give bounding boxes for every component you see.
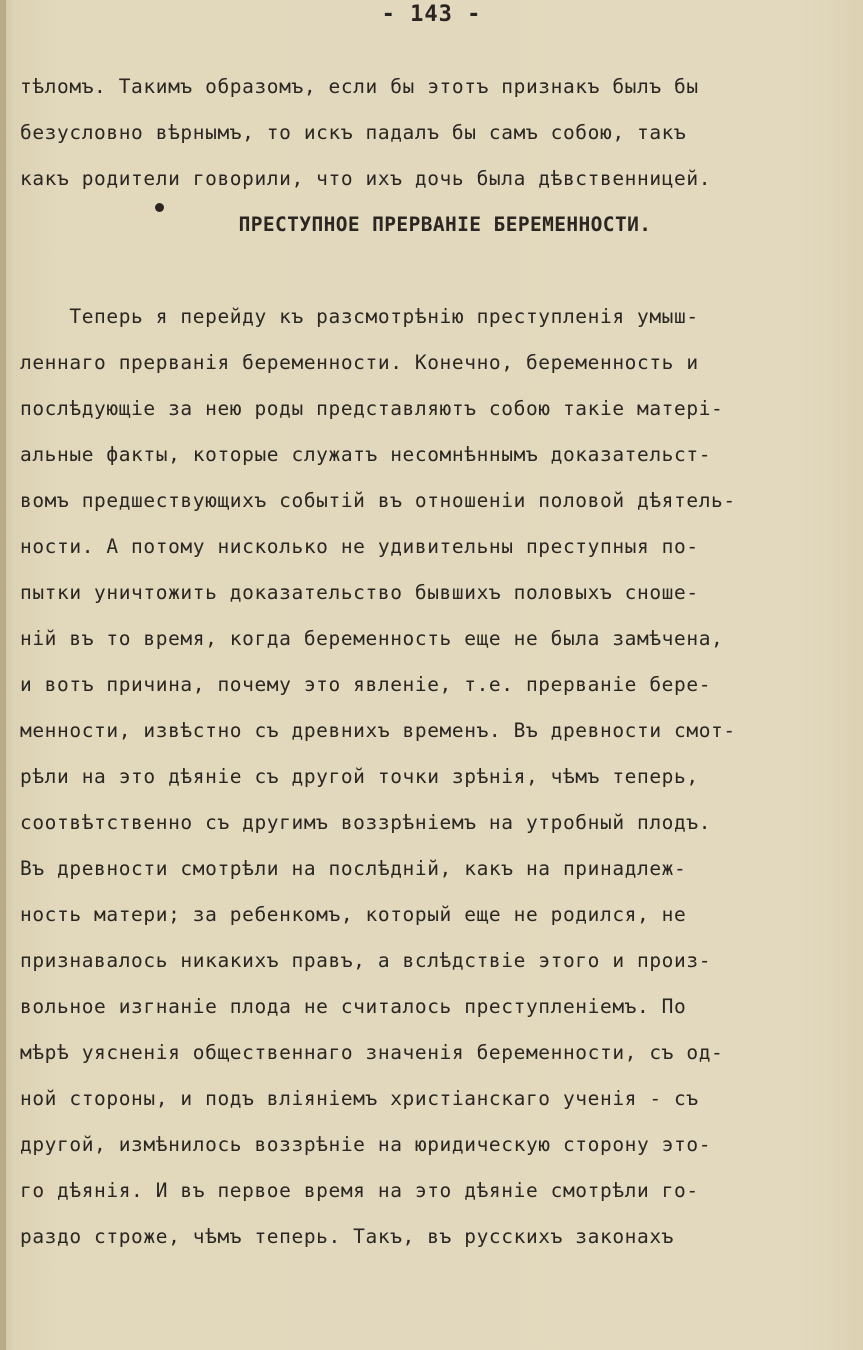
- text-line: вомъ предшествующихъ событій въ отношеніи половой дѣятель-: [20, 489, 736, 512]
- body-text: [20, 68, 850, 1264]
- text-line: ній въ то время, когда беременность еще не была замѣчена,: [20, 627, 724, 650]
- text-line: го дѣянія. И въ первое время на это дѣяніе смотрѣли го-: [20, 1179, 699, 1202]
- text-line: рѣли на это дѣяніе съ другой точки зрѣнія, чѣмъ теперь,: [20, 765, 699, 788]
- section-heading: ПРЕСТУПНОЕ ПРЕРВАНІЕ БЕРЕМЕННОСТИ.: [238, 213, 652, 236]
- text-line: ность матери; за ребенкомъ, который еще не родился, не: [20, 903, 687, 926]
- text-line: какъ родители говорили, что ихъ дочь была дѣвственницей.: [20, 167, 712, 190]
- text-line: менности, извѣстно съ древнихъ временъ. Въ древности смот-: [20, 719, 736, 742]
- text-line: ной стороны, и подъ вліяніемъ христіанскаго ученія - съ: [20, 1087, 699, 1110]
- paragraph-gap: [20, 252, 850, 298]
- text-line: соотвѣтственно съ другимъ воззрѣніемъ на утробный плодъ.: [20, 811, 712, 834]
- text-line: признавалось никакихъ правъ, а вслѣдствіе этого и произ-: [20, 949, 712, 972]
- text-line: послѣдующіе за нею роды представляютъ собою такіе матері-: [20, 397, 724, 420]
- text-line: Въ древности смотрѣли на послѣдній, какъ на принадлеж-: [20, 857, 687, 880]
- text-line: и вотъ причина, почему это явленіе, т.е. прерваніе бере-: [20, 673, 712, 696]
- text-line: ности. А потому нисколько не удивительны преступныя по-: [20, 535, 699, 558]
- text-line: раздо строже, чѣмъ теперь. Такъ, въ русскихъ законахъ: [20, 1225, 675, 1248]
- text-line: безусловно вѣрнымъ, то искъ падалъ бы самъ собою, такъ: [20, 121, 687, 144]
- text-line: тѣломъ. Такимъ образомъ, если бы этотъ признакъ былъ бы: [20, 75, 699, 98]
- text-line: Теперь я перейду къ разсмотрѣнію преступленія умыш-: [20, 305, 699, 328]
- text-line: пытки уничтожить доказательство бывшихъ половыхъ сноше-: [20, 581, 699, 604]
- text-line: вольное изгнаніе плода не считалось преступленіемъ. По: [20, 995, 687, 1018]
- text-line: другой, измѣнилось воззрѣніе на юридическую сторону это-: [20, 1133, 712, 1156]
- text-line: леннаго прерванія беременности. Конечно, беременность и: [20, 351, 699, 374]
- ink-dot: [155, 203, 164, 212]
- page-number: - 143 -: [381, 2, 482, 27]
- binding-edge: [0, 0, 6, 1350]
- text-line: альные факты, которые служатъ несомнѣннымъ доказательст-: [20, 443, 712, 466]
- text-line: мѣрѣ уясненія общественнаго значенія беременности, съ од-: [20, 1041, 724, 1064]
